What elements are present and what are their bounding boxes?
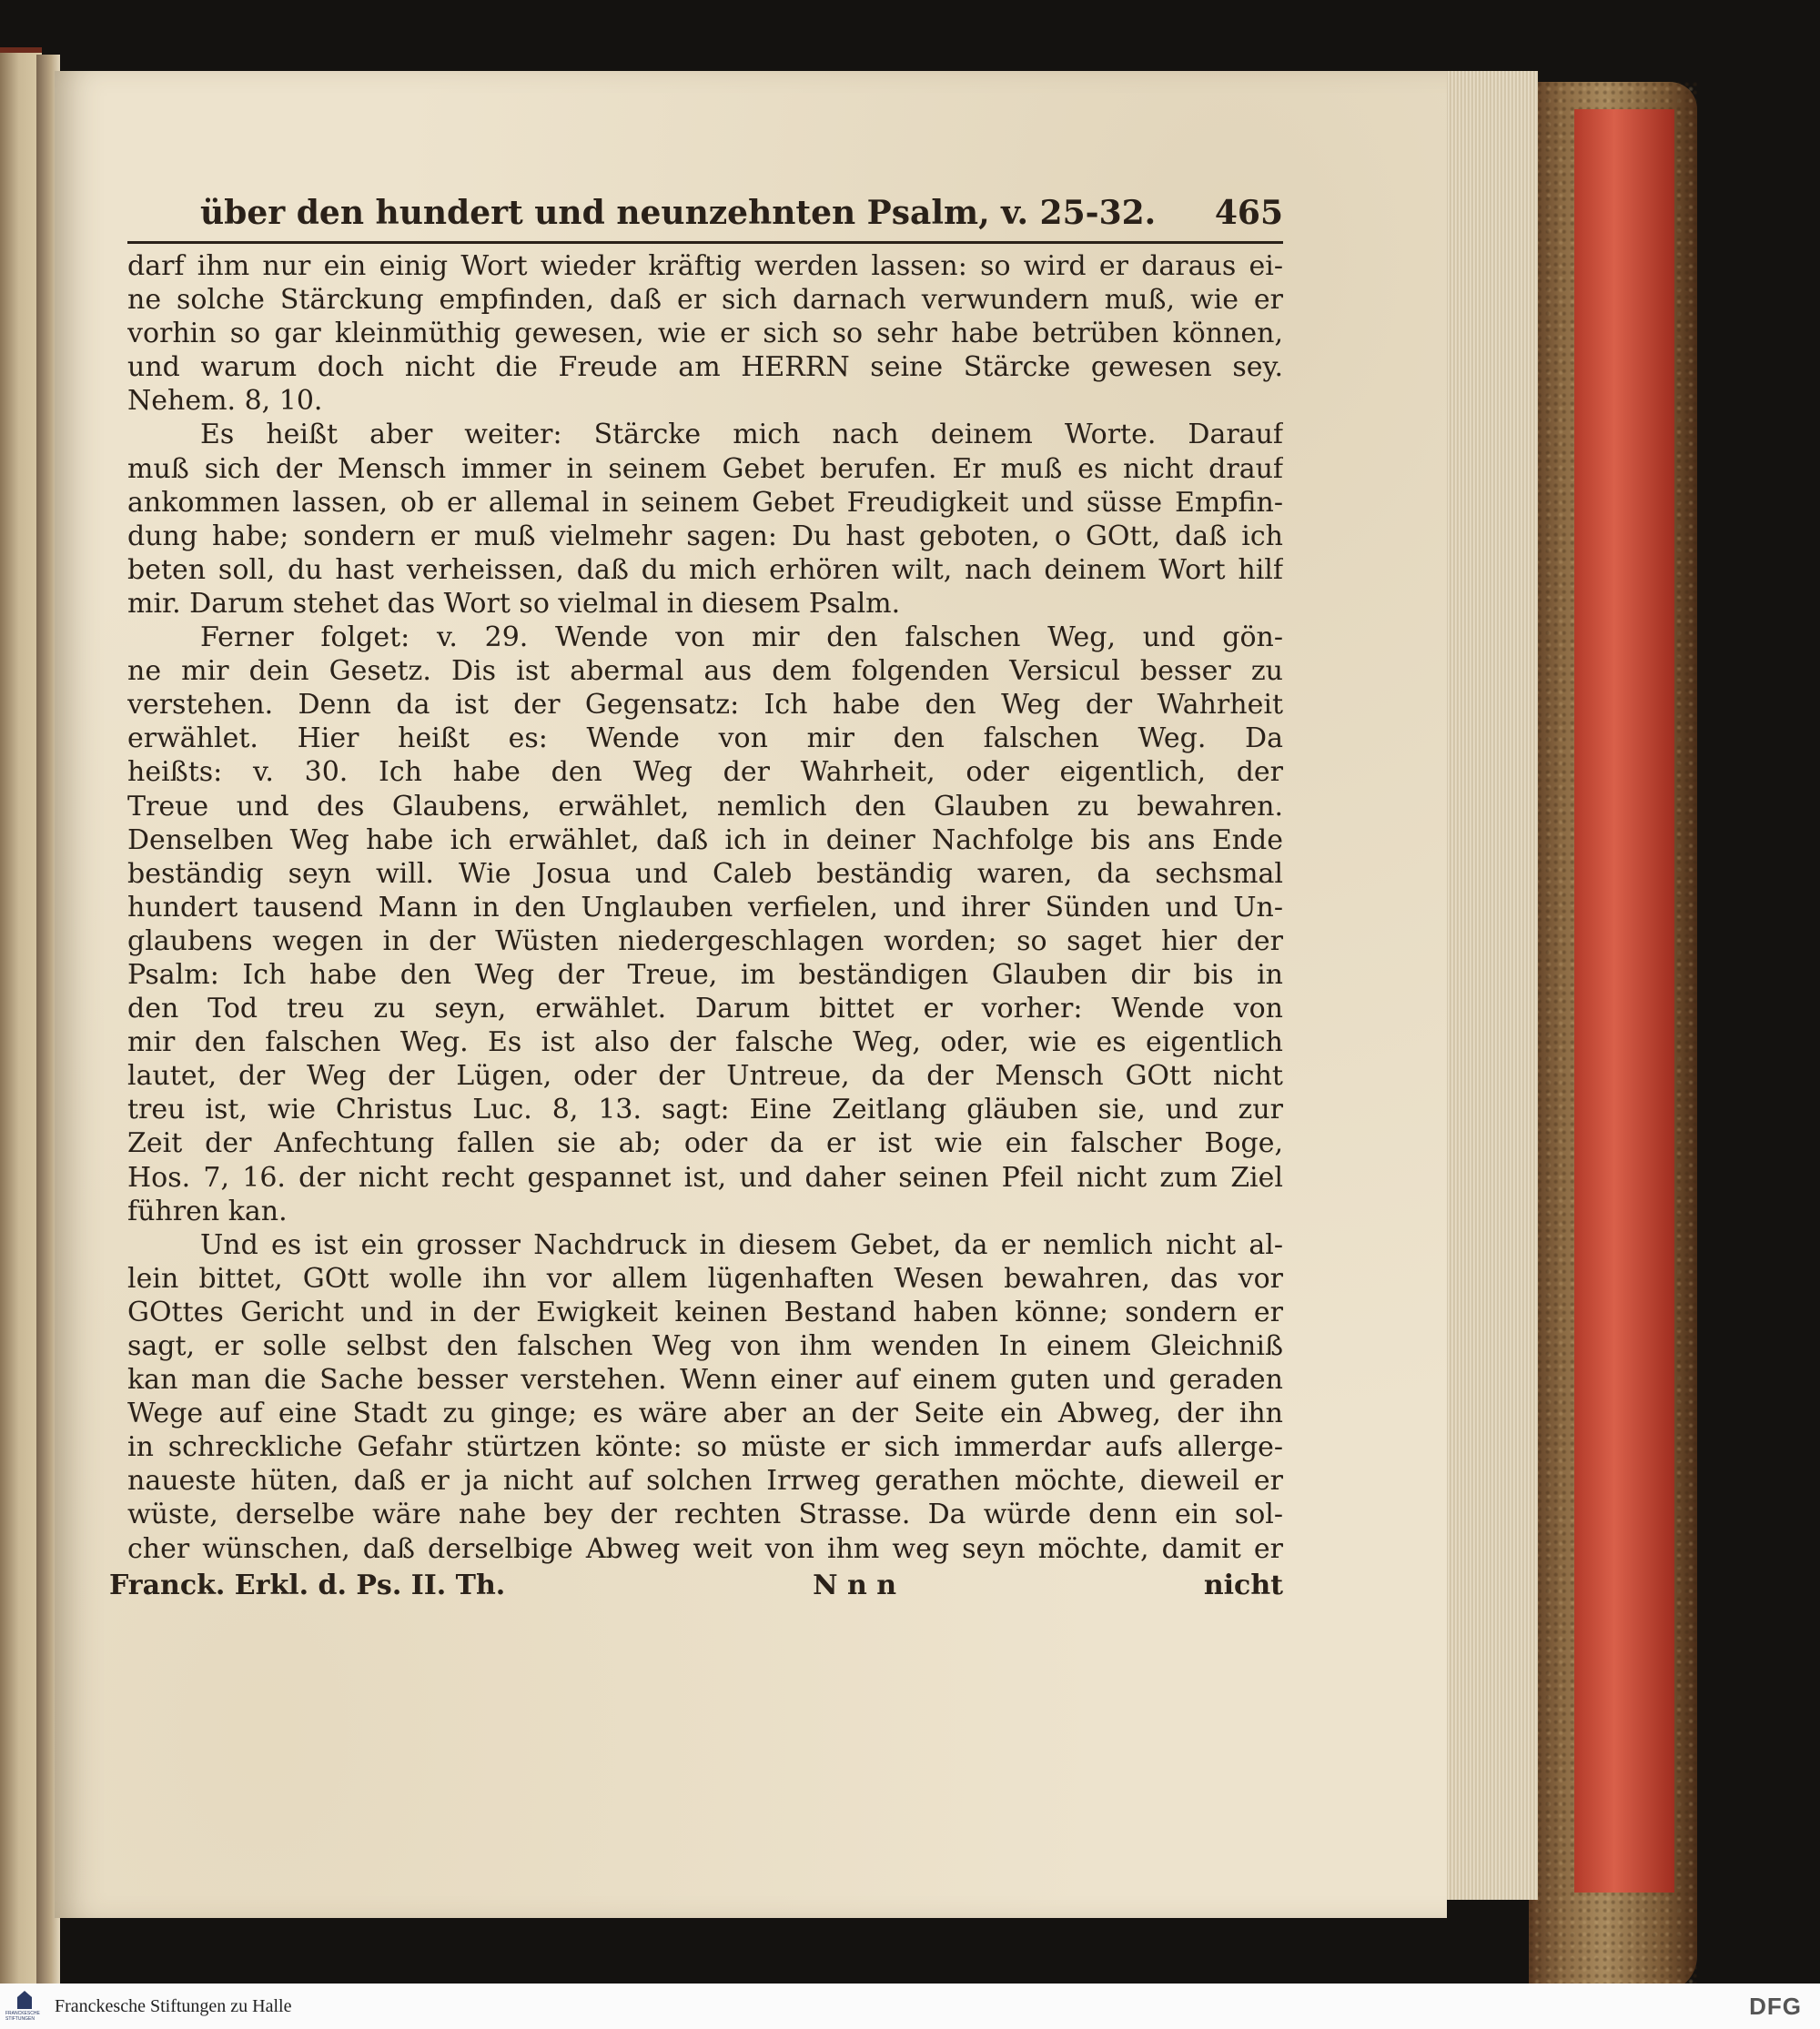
credit-bar: [0, 1984, 1820, 2029]
institution-name[interactable]: Franckesche Stiftungen zu Halle: [55, 1995, 292, 2016]
text-line: verstehen. Denn da ist der Gegensatz: Ich habe den Weg der Wahrheit: [127, 689, 1283, 722]
text-line: den Tod treu zu seyn, erwählet. Darum bittet er vorher: Wende von: [127, 993, 1283, 1025]
catchword: nicht: [1203, 1569, 1283, 1601]
text-line: glaubens wegen in der Wüsten niedergeschlagen worden; so saget hier der: [127, 924, 1283, 957]
text-line: beständig seyn will. Wie Josua und Caleb beständig waren, da sechsmal: [127, 857, 1283, 890]
text-line: ne mir dein Gesetz. Dis ist abermal aus dem folgenden Versicul besser zu: [127, 655, 1283, 688]
text-line: Treue und des Glaubens, erwählet, nemlich den Glauben zu bewahren.: [127, 790, 1283, 823]
text-line: in schreckliche Gefahr stürtzen könte: so müste er sich immerdar aufs allerge-: [127, 1431, 1283, 1464]
text-line: erwählet. Hier heißt es: Wende von mir den falschen Weg. Da: [127, 722, 1283, 755]
text-line: wüste, derselbe wäre nahe bey der rechten Strasse. Da würde denn ein sol-: [127, 1499, 1283, 1531]
text-line: Und es ist ein grosser Nachdruck in diesem Gebet, da er nemlich nicht al-: [200, 1228, 1283, 1261]
page-footer: [109, 1569, 1283, 1601]
text-line: Denselben Weg habe ich erwählet, daß ich in deiner Nachfolge bis ans Ende: [127, 823, 1283, 856]
page-content: [109, 185, 1283, 1601]
text-line: hundert tausend Mann in den Unglauben verfielen, und ihrer Sünden und Un-: [127, 891, 1283, 924]
institution-logo[interactable]: [5, 1987, 44, 2025]
text-line: muß sich der Mensch immer in seinem Gebet berufen. Er muß es nicht drauf: [127, 452, 1283, 485]
running-head-title: über den hundert und neunzehnten Psalm, v. 25-32.: [200, 194, 1157, 232]
text-line: lein bittet, GOtt wolle ihn vor allem lügenhaften Wesen bewahren, das vor: [127, 1262, 1283, 1295]
page-number: 465: [1214, 194, 1283, 232]
text-line: Zeit der Anfechtung fallen sie ab; oder da er ist wie ein falscher Boge,: [127, 1127, 1283, 1160]
text-line: Nehem. 8, 10.: [127, 385, 323, 418]
text-line: Es heißt aber weiter: Stärcke mich nach deinem Worte. Darauf: [200, 419, 1283, 451]
text-line: Hos. 7, 16. der nicht recht gespannet ist, und daher seinen Pfeil nicht zum Ziel: [127, 1161, 1283, 1194]
book-page: [55, 71, 1447, 1918]
text-line: darf ihm nur ein einig Wort wieder kräftig werden lassen: so wird er daraus ei-: [127, 250, 1283, 282]
red-page-edge: [1574, 109, 1674, 1893]
signature-line: Franck. Erkl. d. Ps. II. Th.: [109, 1569, 506, 1601]
text-line: dung habe; sondern er muß vielmehr sagen: Du hast geboten, o GOtt, daß ich: [127, 520, 1283, 552]
body-text: [127, 249, 1283, 1566]
text-line: ankommen lassen, ob er allemal in seinem Gebet Freudigkeit und süsse Empfin-: [127, 486, 1283, 519]
text-line: beten soll, du hast verheissen, daß du mich erhören wilt, nach deinem Wort hilf: [127, 553, 1283, 586]
text-line: kan man die Sache besser verstehen. Wenn einer auf einem guten und geraden: [127, 1364, 1283, 1397]
funder-logo[interactable]: DFG: [1749, 1992, 1802, 2020]
text-line: führen kan.: [127, 1195, 288, 1227]
building-icon: [17, 1991, 32, 2009]
sheet-mark: N n n: [813, 1569, 897, 1601]
head-rule: [127, 241, 1283, 244]
text-line: ne solche Stärckung empfinden, daß er sich darnach verwundern muß, wie er: [127, 284, 1283, 317]
text-line: heißts: v. 30. Ich habe den Weg der Wahrheit, oder eigentlich, der: [127, 756, 1283, 789]
text-line: GOttes Gericht und in der Ewigkeit keinen Bestand haben könne; sondern er: [127, 1296, 1283, 1328]
text-line: Ferner folget: v. 29. Wende von mir den falschen Weg, und gön-: [200, 621, 1283, 654]
text-line: lautet, der Weg der Lügen, oder der Untreue, da der Mensch GOtt nicht: [127, 1060, 1283, 1093]
text-line: naueste hüten, daß er ja nicht auf solchen Irrweg gerathen möchte, dieweil er: [127, 1465, 1283, 1498]
running-head: [127, 185, 1283, 232]
text-line: Psalm: Ich habe den Weg der Treue, im beständigen Glauben dir bis in: [127, 958, 1283, 991]
page-stack: [1438, 71, 1538, 1900]
logo-text: FRANCKESCHE STIFTUNGEN: [5, 2011, 40, 2022]
text-line: mir den falschen Weg. Es ist also der falsche Weg, oder, wie es eigentlich: [127, 1026, 1283, 1059]
text-line: mir. Darum stehet das Wort so vielmal in diesem Psalm.: [127, 587, 901, 620]
text-line: und warum doch nicht die Freude am HERRN seine Stärcke gewesen sey.: [127, 351, 1283, 384]
text-line: sagt, er solle selbst den falschen Weg von ihm wenden In einem Gleichniß: [127, 1330, 1283, 1362]
text-line: Wege auf eine Stadt zu ginge; es wäre aber an der Seite ein Abweg, der ihn: [127, 1398, 1283, 1430]
text-line: treu ist, wie Christus Luc. 8, 13. sagt: Eine Zeitlang gläuben sie, und zur: [127, 1094, 1283, 1126]
text-line: vorhin so gar kleinmüthig gewesen, wie er sich so sehr habe betrüben können,: [127, 318, 1283, 350]
text-line: cher wünschen, daß derselbige Abweg weit von ihm weg seyn möchte, damit er: [127, 1532, 1283, 1565]
